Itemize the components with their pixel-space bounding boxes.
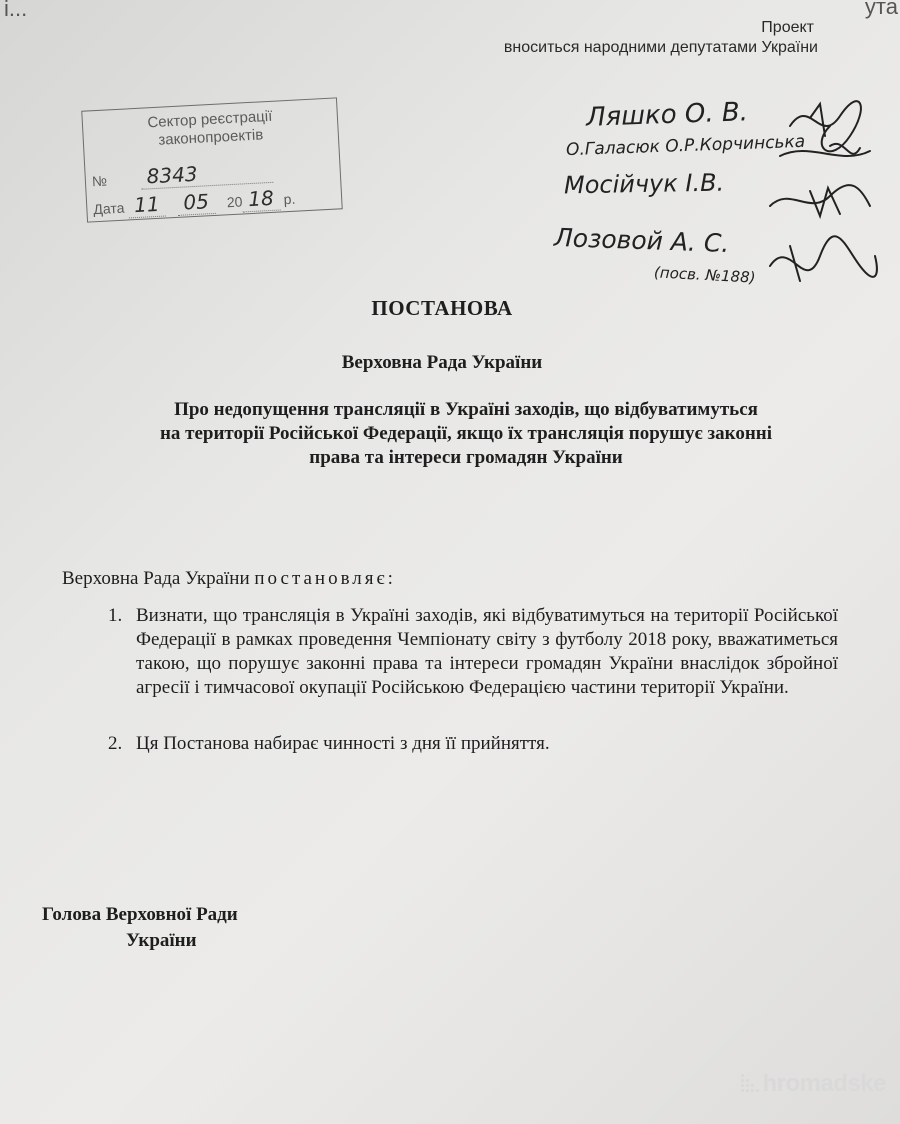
resolution-intro — [62, 568, 396, 590]
registration-stamp — [81, 97, 343, 222]
topic-line-1: Про недопущення трансляції в Україні заходів, що відбуватимуться — [174, 399, 758, 420]
signatory-line-2: України — [126, 930, 197, 951]
resolution-items — [108, 604, 838, 788]
topic-line-2: на території Російської Федерації, якщо їх трансляція порушує законні — [159, 423, 773, 444]
watermark-text: hromadske — [762, 1070, 886, 1097]
signature-4: Лозовой А. С. — [553, 222, 730, 259]
stamp-number-label: № — [91, 172, 108, 190]
item-text: Ця Постанова набирає чинності з дня її прийняття. — [136, 733, 550, 754]
resolution-item — [108, 732, 838, 756]
stamp-title-line2: законопроектів — [157, 126, 264, 149]
resolution-item — [108, 604, 838, 700]
hromadske-logo-icon — [740, 1071, 760, 1097]
stamp-date-year-suffix: 18 — [247, 185, 275, 212]
project-header — [504, 18, 818, 58]
document-topic — [60, 398, 872, 470]
project-label: Проект — [761, 19, 814, 36]
stamp-date-suffix: р. — [283, 190, 296, 208]
stamp-number-value: 8343 — [146, 161, 199, 189]
document-issuer: Верховна Рада України — [341, 352, 543, 373]
signature-1: Ляшко О. В. — [585, 97, 749, 133]
item-number: 2. — [108, 733, 123, 754]
hromadske-watermark — [740, 1070, 886, 1098]
stamp-date-month: 05 — [182, 189, 210, 215]
cropped-edge-text-left: і... — [4, 0, 28, 21]
signature-5: (посв. №188) — [653, 263, 756, 287]
stamp-date-label: Дата — [92, 199, 125, 218]
signature-scribbles-icon — [750, 96, 890, 306]
intro-prefix: Верховна Рада України — [62, 568, 250, 589]
item-text: Визнати, що трансляція в Україні заходів, які відбуватимуться на території Російської Федерації в рамках проведення Чемпіонату світу з футболу 2018 року, вважатиметься такою, що порушує законні права та інтереси громадян України внаслідок збройної агресії і тимчасової окупації Російською Федерацією частини території України. — [136, 605, 838, 698]
signatory-line-1: Голова Верховної Ради — [42, 904, 238, 925]
stamp-date-day: 11 — [133, 191, 161, 218]
stamp-title — [83, 104, 339, 153]
signatory-block — [42, 902, 238, 954]
signature-3: Мосійчук І.В. — [563, 168, 725, 200]
signature-2: О.Галасюк О.Р.Корчинська — [565, 131, 806, 161]
item-number: 1. — [108, 605, 123, 626]
topic-line-3: права та інтереси громадян України — [309, 447, 623, 468]
stamp-title-line1: Сектор реєстрації — [147, 107, 273, 132]
document-title: ПОСТАНОВА — [371, 296, 513, 320]
intro-resolves: постановляє: — [254, 568, 396, 589]
stamp-date-year-prefix: 20 — [226, 193, 243, 211]
deputy-signatures — [553, 96, 890, 306]
cropped-edge-text-right: ута — [864, 0, 898, 19]
project-submitted-by: вноситься народними депутатами України — [503, 39, 818, 56]
